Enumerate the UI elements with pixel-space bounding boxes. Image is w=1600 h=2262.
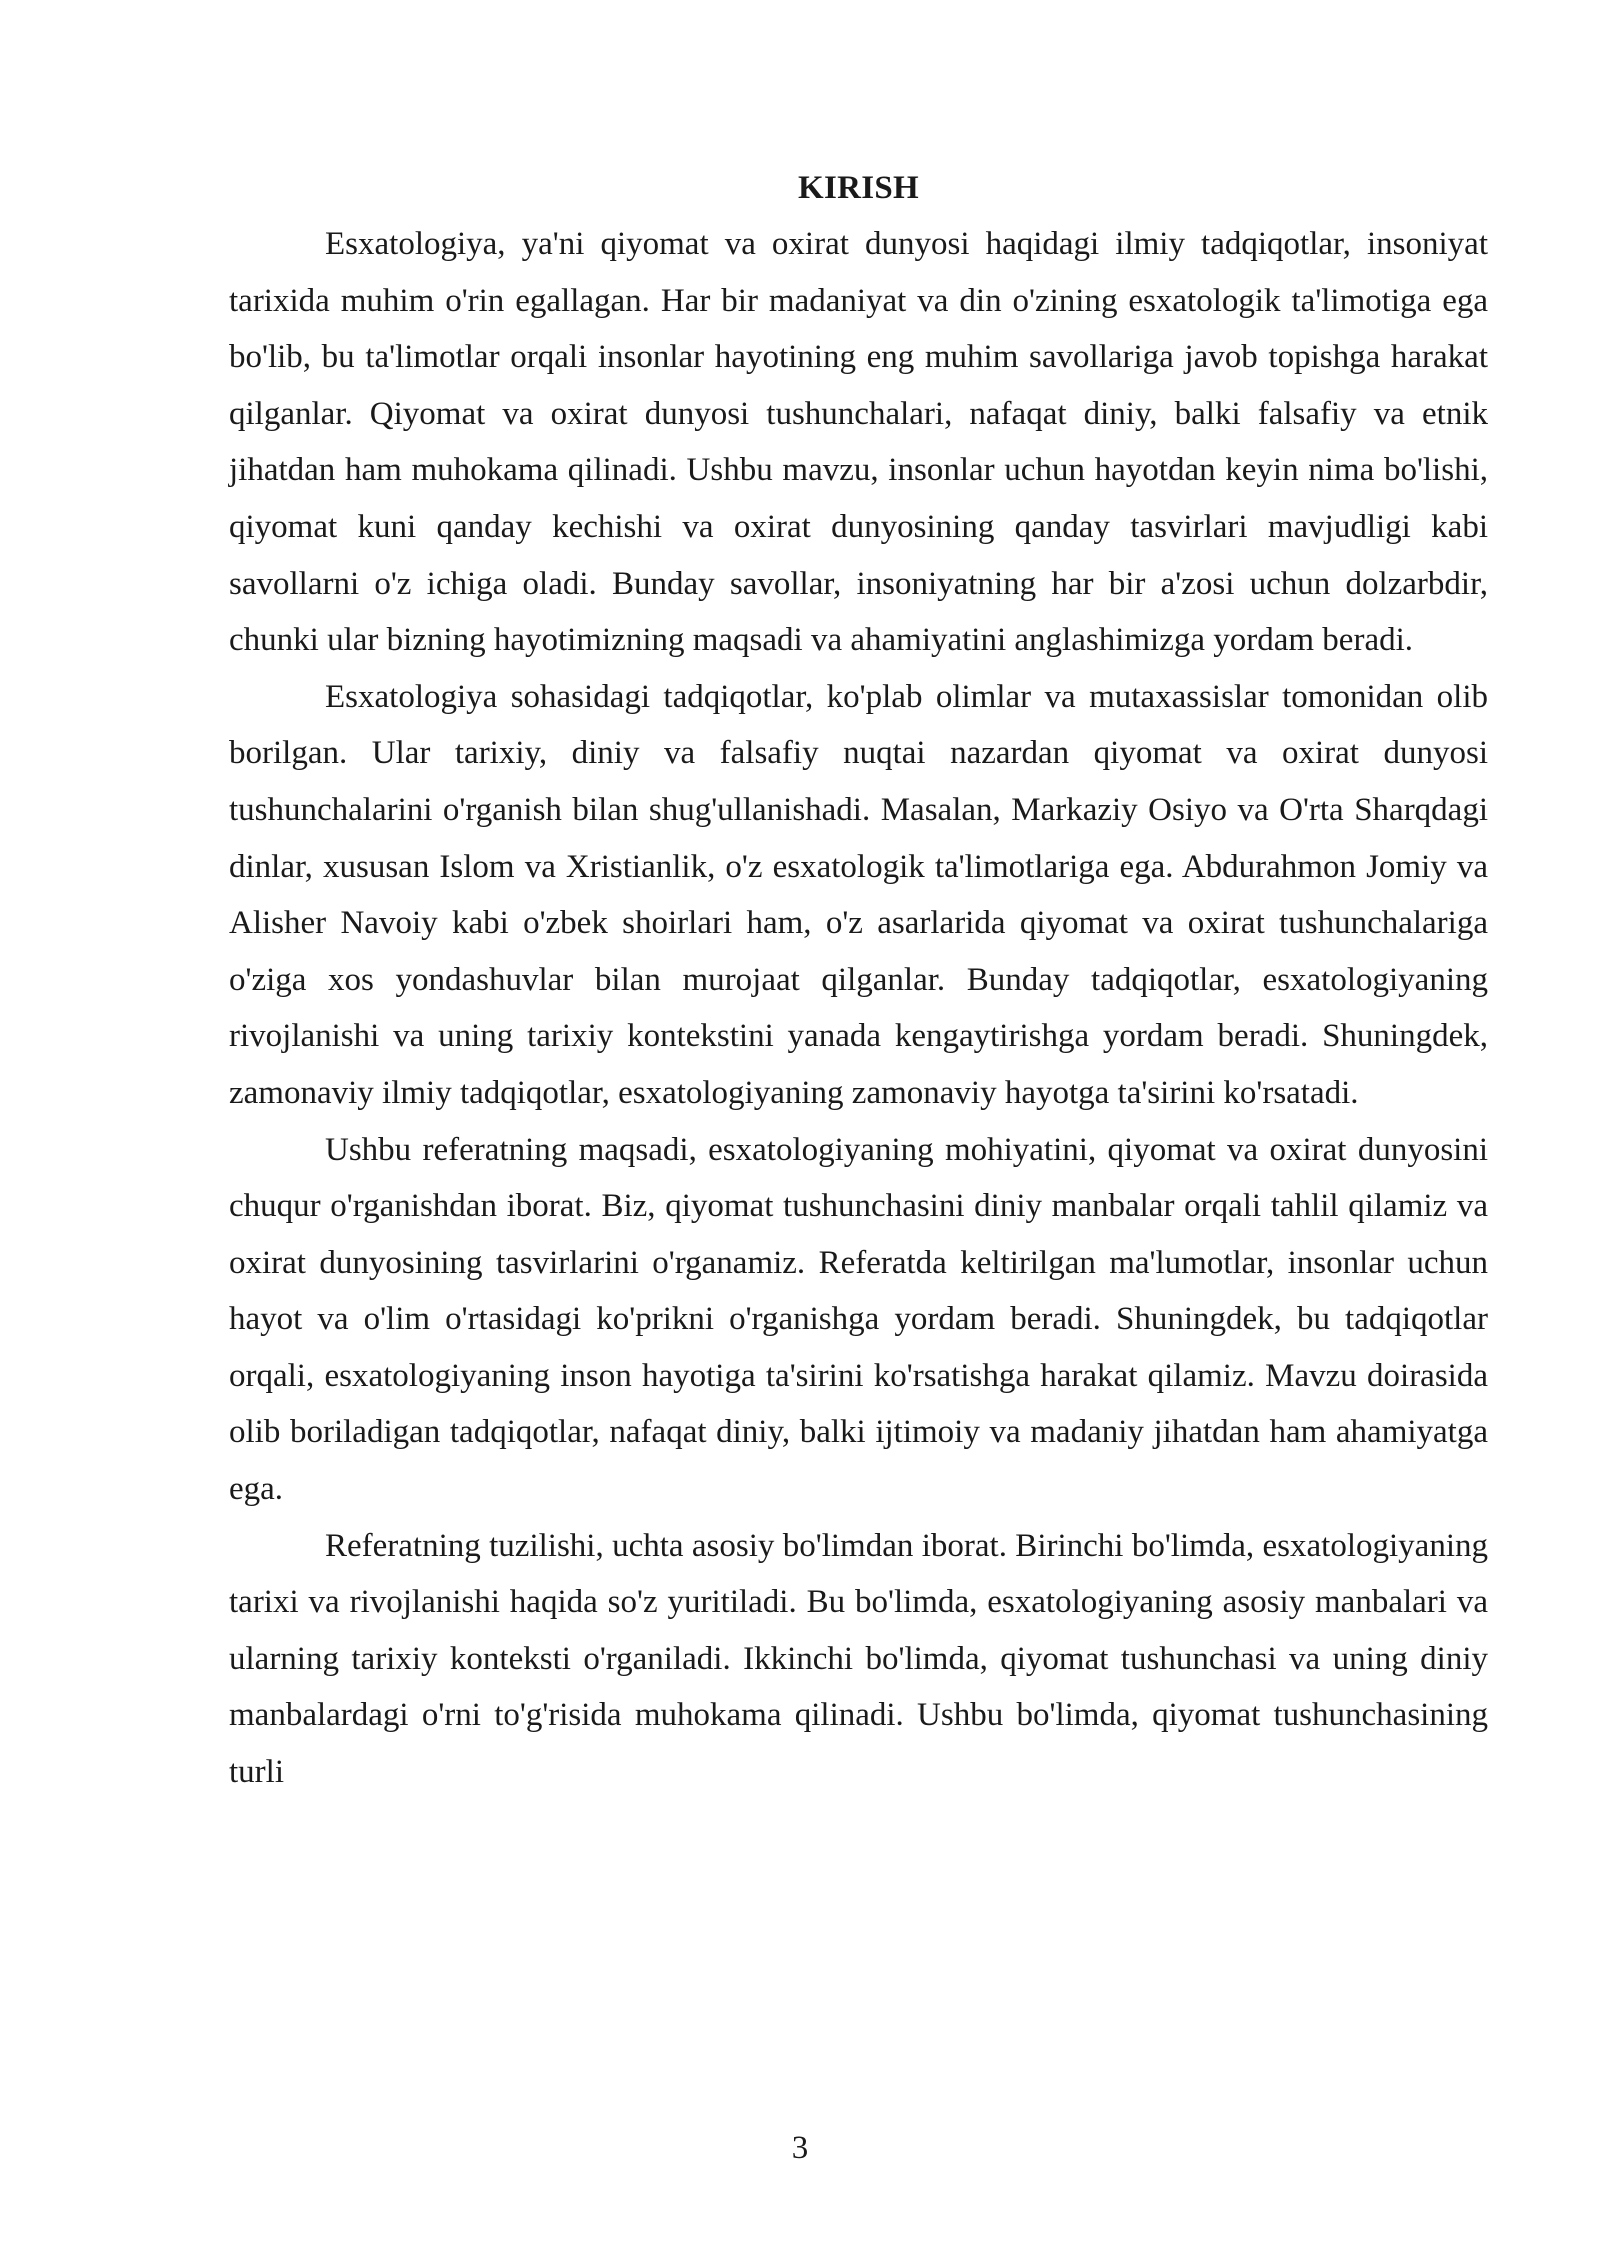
document-page	[229, 160, 1488, 1801]
paragraph-2: Esxatologiya sohasidagi tadqiqotlar, ko'plab olimlar va mutaxassislar tomonidan olib borilgan. Ular tarixiy, diniy va falsafiy nuqtai nazardan qiyomat va oxirat dunyosi tushunchalarini o'rganish bilan shug'ullanishadi. Masalan, Markaziy Osiyo va O'rta Sharqdagi dinlar, xususan Islom va Xristianlik, o'z esxatologik ta'limotlariga ega. Abdurahmon Jomiy va Alisher Navoiy kabi o'zbek shoirlari ham, o'z asarlarida qiyomat va oxirat tushunchalariga o'ziga xos yondashuvlar bilan murojaat qilganlar. Bunday tadqiqotlar, esxatologiyaning rivojlanishi va uning tarixiy kontekstini yanada kengaytirishga yordam beradi. Shuningdek, zamonaviy ilmiy tadqiqotlar, esxatologiyaning zamonaviy hayotga ta'sirini ko'rsatadi.	[229, 678, 1488, 1111]
paragraph-3: Ushbu referatning maqsadi, esxatologiyaning mohiyatini, qiyomat va oxirat dunyosini chuqur o'rganishdan iborat. Biz, qiyomat tushunchasini diniy manbalar orqali tahlil qilamiz va oxirat dunyosining tasvirlarini o'rganamiz. Referatda keltirilgan ma'lumotlar, insonlar uchun hayot va o'lim o'rtasidagi ko'prikni o'rganishga yordam beradi. Shuningdek, bu tadqiqotlar orqali, esxatologiyaning inson hayotiga ta'sirini ko'rsatishga harakat qilamiz. Mavzu doirasida olib boriladigan tadqiqotlar, nafaqat diniy, balki ijtimoiy va madaniy jihatdan ham ahamiyatga ega.	[229, 1131, 1488, 1508]
paragraph-4: Referatning tuzilishi, uchta asosiy bo'limdan iborat. Birinchi bo'limda, esxatologiyaning tarixi va rivojlanishi haqida so'z yuritiladi. Bu bo'limda, esxatologiyaning asosiy manbalari va ularning tarixiy konteksti o'rganiladi. Ikkinchi bo'limda, qiyomat tushunchasi va uning diniy manbalardagi o'rni to'g'risida muhokama qilinadi. Ushbu bo'limda, qiyomat tushunchasining turli	[229, 1527, 1488, 1791]
page-number: 3	[791, 2130, 809, 2166]
page-title: KIRISH	[797, 170, 919, 206]
paragraph-1: Esxatologiya, ya'ni qiyomat va oxirat dunyosi haqidagi ilmiy tadqiqotlar, insoniyat tarixida muhim o'rin egallagan. Har bir madaniyat va din o'zining esxatologik ta'limotiga ega bo'lib, bu ta'limotlar orqali insonlar hayotining eng muhim savollariga javob topishga harakat qilganlar. Qiyomat va oxirat dunyosi tushunchalari, nafaqat diniy, balki falsafiy va etnik jihatdan ham muhokama qilinadi. Ushbu mavzu, insonlar uchun hayotdan keyin nima bo'lishi, qiyomat kuni qanday kechishi va oxirat dunyosining qanday tasvirlari mavjudligi kabi savollarni o'z ichiga oladi. Bunday savollar, insoniyatning har bir a'zosi uchun dolzarbdir, chunki ular bizning hayotimizning maqsadi va ahamiyatini anglashimizga yordam beradi.	[229, 226, 1488, 659]
